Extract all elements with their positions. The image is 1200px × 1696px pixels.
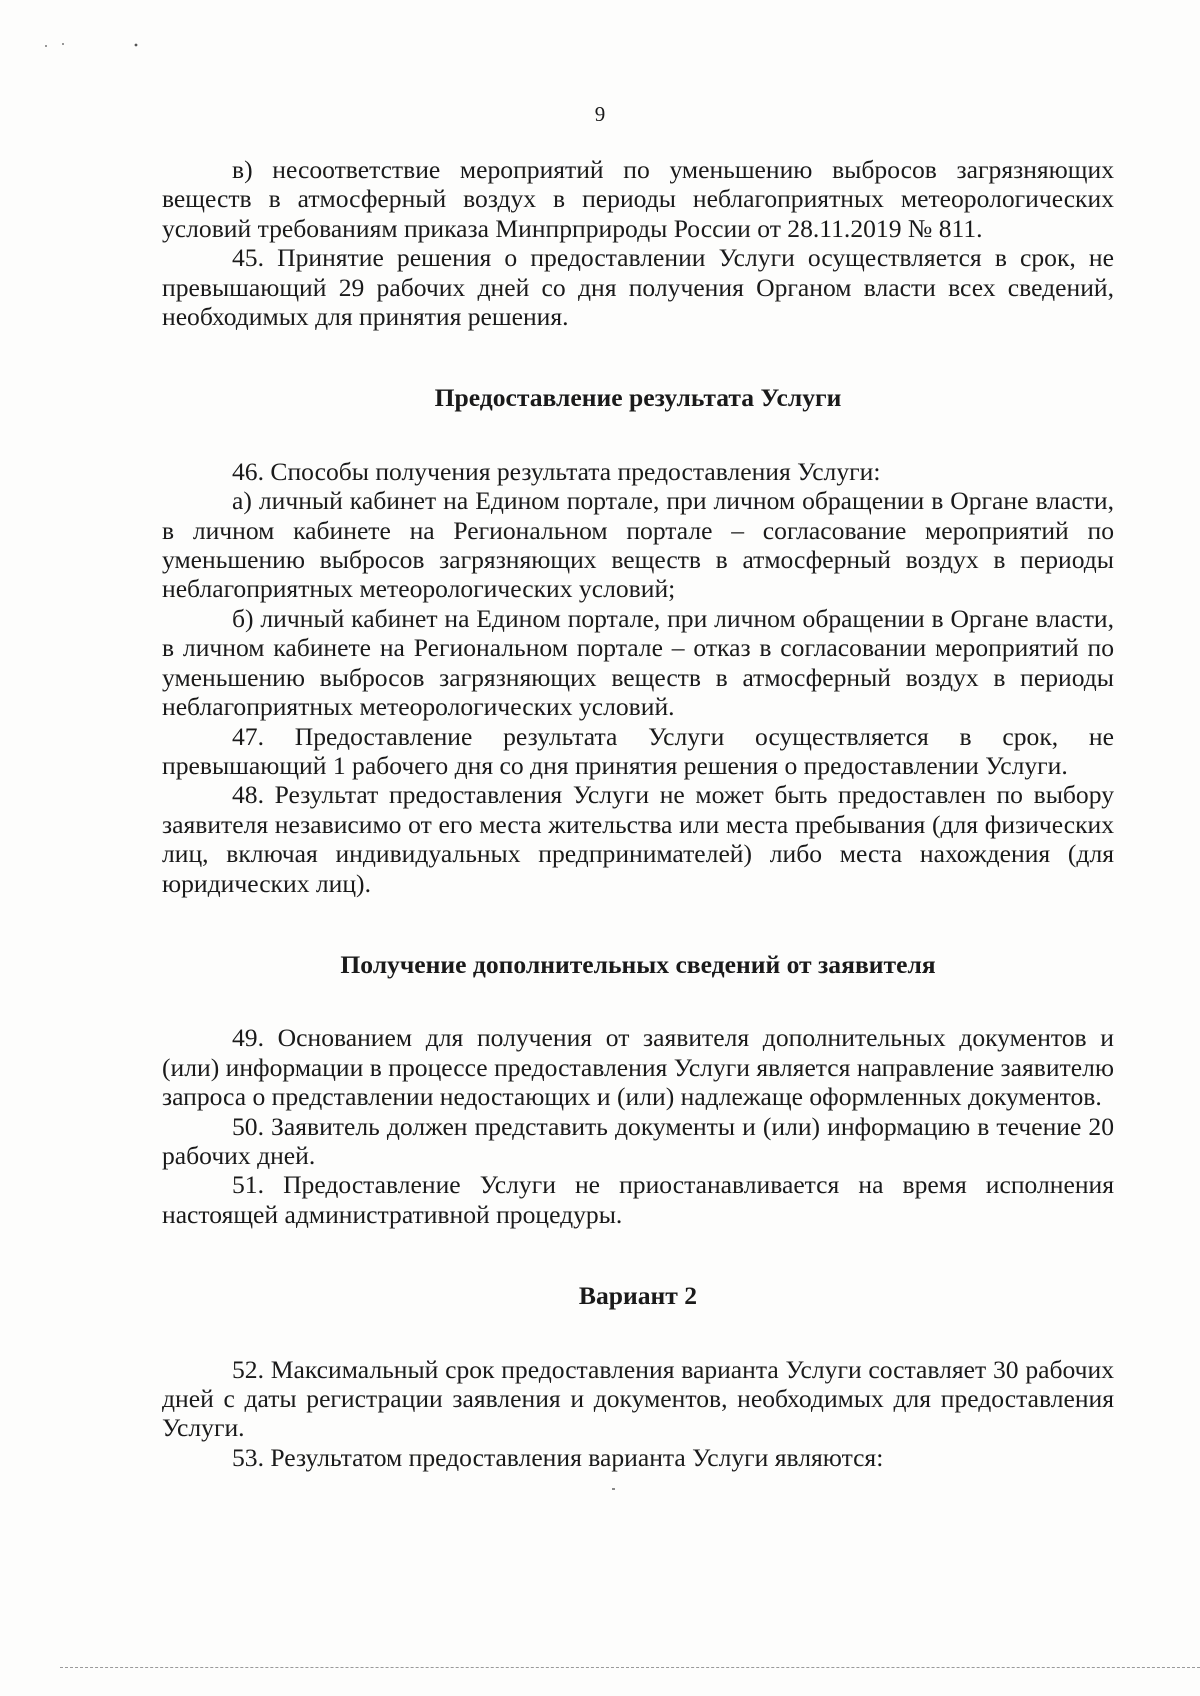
paragraph-46a: а) личный кабинет на Едином портале, при личном обращении в Органе власти, в личном кабинете на Региональном портале – согласование мероприятий по уменьшению выбросов загрязняющих веществ в атмосферный воздух в периоды неблагоприятных метеорологических условий; xyxy=(162,486,1114,604)
paragraph-45: 45. Принятие решения о предоставлении Услуги осуществляется в срок, не превышающий 29 рабочих дней со дня получения Органом власти всех сведений, необходимых для принятия решения. xyxy=(162,243,1114,332)
paragraph-51: 51. Предоставление Услуги не приостанавливается на время исполнения настоящей административной процедуры. xyxy=(162,1170,1114,1229)
page-number: 9 xyxy=(594,102,606,126)
paragraph-v-nonconformity: в) несоответствие мероприятий по уменьшению выбросов загрязняющих веществ в атмосферный воздух в периоды неблагоприятных метеорологических условий требованиям приказа Минпрприроды России от 28.11.2019 № 811. xyxy=(162,155,1114,243)
paragraph-53: 53. Результатом предоставления варианта Услуги являются: xyxy=(232,1442,884,1472)
paragraph-48: 48. Результат предоставления Услуги не может быть предоставлен по выбору заявителя независимо от его места жительства или места пребывания (для физических лиц, включая индивидуальных предпринимателей) либо места нахождения (для юридических лиц). xyxy=(162,780,1114,898)
section-heading-variant-2: Вариант 2 xyxy=(578,1281,698,1311)
scan-dot xyxy=(612,1488,615,1490)
paragraph-46b: б) личный кабинет на Едином портале, при личном обращении в Органе власти, в личном кабинете на Региональном портале – отказ в согласовании мероприятий по уменьшению выбросов загрязняющих веществ в атмосферный воздух в периоды неблагоприятных метеорологических условий. xyxy=(162,603,1114,722)
document-body xyxy=(162,155,1114,1472)
scan-bottom-edge xyxy=(60,1667,1200,1668)
section-heading-result: Предоставление результата Услуги xyxy=(434,383,842,413)
paragraph-49: 49. Основанием для получения от заявителя дополнительных документов и (или) информации в процессе предоставления Услуги является направление заявителю запроса о представлении недостающих и (или) надлежаще оформленных документов. xyxy=(162,1023,1114,1112)
section-heading-additional-info: Получение дополнительных сведений от заявителя xyxy=(340,949,936,979)
scan-noise-marks xyxy=(0,0,200,60)
paragraph-50: 50. Заявитель должен представить документы и (или) информацию в течение 20 рабочих дней. xyxy=(162,1111,1114,1170)
paragraph-47: 47. Предоставление результата Услуги осуществляется в срок, не превышающий 1 рабочего дня со дня принятия решения о предоставлении Услуги. xyxy=(162,721,1114,780)
paragraph-52: 52. Максимальный срок предоставления варианта Услуги составляет 30 рабочих дней с даты регистрации заявления и документов, необходимых для предоставления Услуги. xyxy=(162,1354,1114,1443)
paragraph-46: 46. Способы получения результата предоставления Услуги: xyxy=(232,456,881,486)
